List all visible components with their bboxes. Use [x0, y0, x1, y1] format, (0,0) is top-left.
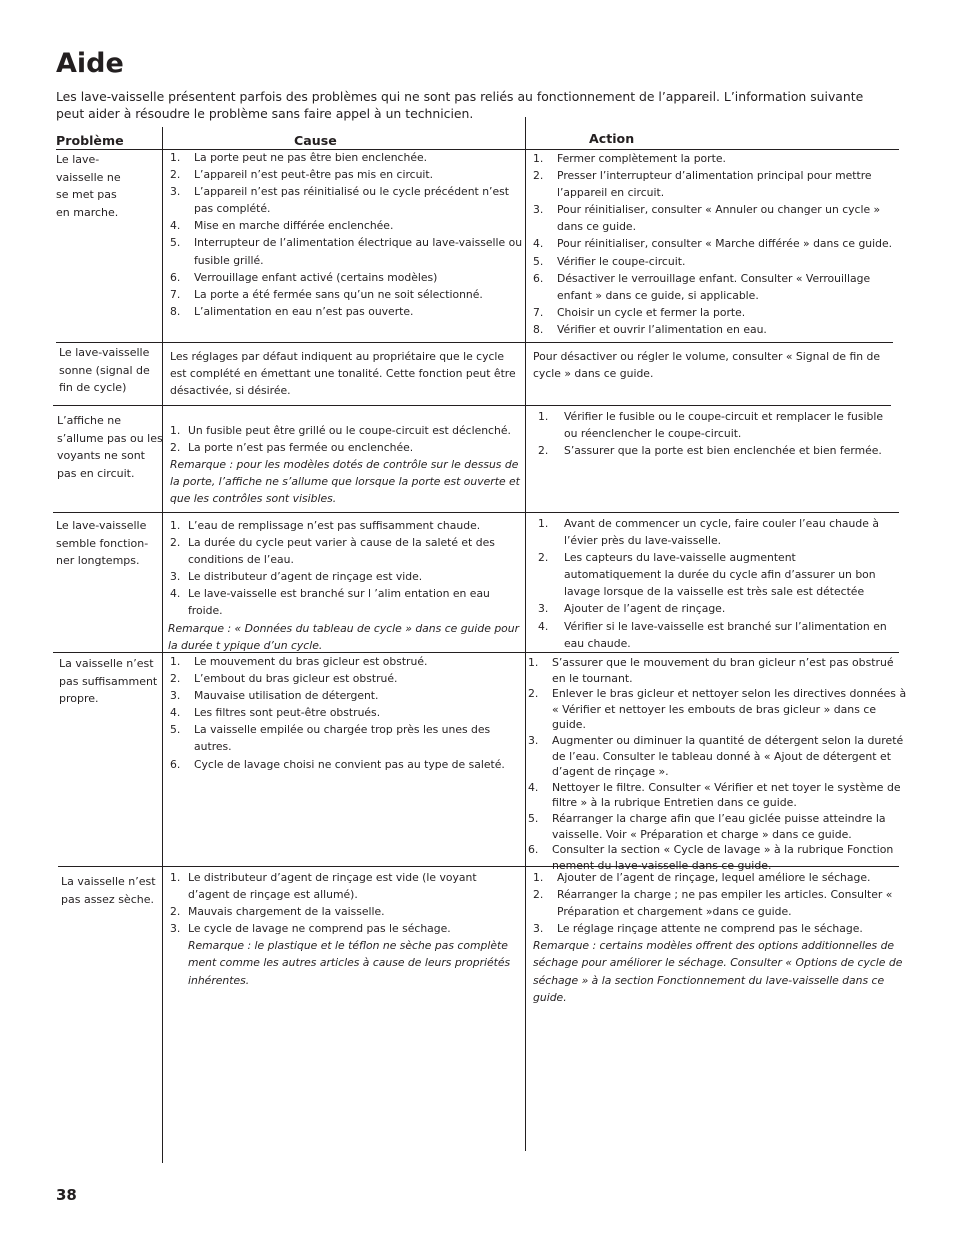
- cause-cell: [166, 517, 524, 654]
- item-text: Presser l’interrupteur d’alimentation principal pour mettre l’appareil en circuit.: [557, 169, 872, 200]
- item-number: 1.: [533, 152, 544, 165]
- item-text: Le réglage rinçage attente ne comprend pas le séchage.: [557, 922, 863, 936]
- cause-list: [166, 149, 526, 320]
- item-text: La porte a été fermée sans qu’un ne soit sélectionné.: [194, 287, 483, 301]
- item-text: Mauvaise utilisation de détergent.: [194, 689, 379, 703]
- list-item: [166, 903, 516, 920]
- item-text: Mauvais chargement de la vaisselle.: [188, 905, 385, 919]
- item-number: 1.: [170, 655, 181, 668]
- list-item: [166, 517, 524, 534]
- item-text: Cycle de lavage choisi ne convient pas au type de saleté.: [194, 757, 505, 771]
- list-item: [166, 756, 522, 773]
- item-number: 1.: [170, 871, 181, 884]
- item-number: 5.: [528, 811, 539, 825]
- item-text: Réarranger la charge ; ne pas empiler les articles. Consulter « Préparation et chargement »dans ce guide.: [557, 888, 893, 919]
- cause-note: Remarque : « Données du tableau de cycle » dans ce guide pour la durée t ypique d’un cycle.: [168, 621, 520, 652]
- item-text: L’embout du bras gicleur est obstrué.: [194, 672, 398, 686]
- item-text: La porte peut ne pas être bien enclenchée.: [194, 151, 428, 164]
- action-cell: [528, 408, 894, 459]
- item-number: 4.: [533, 237, 544, 251]
- column-divider-left: [162, 127, 163, 1163]
- cause-list: [166, 517, 524, 620]
- item-text: Un fusible peut être grillé ou le coupe-circuit est déclenché.: [188, 424, 511, 437]
- list-item: [166, 653, 522, 670]
- action-cell: [529, 150, 901, 338]
- item-text: Nettoyer le filtre. Consulter « Vérifier et net toyer le système de filtre » à la rubrique Entretien dans ce guide.: [552, 780, 901, 810]
- list-item: [166, 670, 522, 687]
- item-text: Choisir un cycle et fermer la porte.: [557, 305, 746, 319]
- action-cell: [524, 655, 908, 873]
- action-cell: [528, 515, 894, 652]
- item-number: 1.: [538, 517, 549, 530]
- item-number: 6.: [170, 270, 181, 284]
- list-item: [529, 321, 901, 338]
- header-action: Action: [589, 131, 635, 146]
- item-text: L’eau de remplissage n’est pas suffisamment chaude.: [188, 519, 481, 532]
- item-number: 3.: [170, 922, 181, 936]
- list-item: [528, 515, 894, 549]
- item-text: Vérifier le coupe-circuit.: [557, 254, 686, 268]
- item-number: 6.: [528, 843, 539, 857]
- item-number: 7.: [533, 305, 544, 319]
- item-text: Les filtres sont peut-être obstrués.: [194, 706, 381, 720]
- list-item: [529, 167, 901, 201]
- item-text: Le lave-vaisselle est branché sur l ’alim entation en eau froide.: [188, 587, 490, 618]
- action-list: [528, 408, 894, 459]
- list-item: [528, 442, 894, 459]
- page-title: Aide: [56, 48, 124, 79]
- item-number: 1.: [533, 871, 544, 884]
- item-number: 2.: [170, 168, 181, 182]
- list-item: [528, 600, 894, 617]
- list-item: [166, 920, 516, 937]
- action-cell: [533, 348, 885, 382]
- cause-list: [166, 869, 516, 937]
- item-number: 8.: [533, 322, 544, 336]
- item-number: 2.: [170, 905, 181, 919]
- action-list: [528, 515, 894, 652]
- list-item: [524, 655, 908, 686]
- row-rule: [56, 342, 162, 343]
- item-text: S’assurer que la porte est bien enclenchée et bien fermée.: [564, 444, 882, 458]
- list-item: [529, 886, 915, 920]
- list-item: [166, 568, 524, 585]
- problem-cell: Le lave- vaisselle ne se met pas en marche.: [56, 153, 121, 219]
- header-problem: Problème: [56, 133, 124, 148]
- list-item: [524, 733, 908, 780]
- item-text: Fermer complètement la porte.: [557, 152, 726, 165]
- item-text: Enlever le bras gicleur et nettoyer selon les directives données à « Vérifier et nettoyer les embouts de bras gicleur » dans ce guide.: [552, 687, 907, 732]
- problem-cell: Le lave-vaisselle semble fonction- ner longtemps.: [56, 519, 149, 567]
- cause-cell: [170, 348, 522, 399]
- item-number: 3.: [170, 689, 181, 703]
- cause-note: Remarque : le plastique et le téflon ne sèche pas complète ment comme les autres articles à cause de leurs propriétés inhérentes.: [188, 939, 511, 987]
- intro-paragraph: Les lave-vaisselle présentent parfois des problèmes qui ne sont pas reliés au fonctionnement de l’appareil. L’information suivante peut aider à résoudre le problème sans faire appel à un technicien.: [56, 89, 864, 121]
- item-number: 2.: [528, 687, 539, 701]
- item-number: 4.: [170, 587, 181, 601]
- list-item: [166, 183, 526, 217]
- list-item: [529, 869, 915, 886]
- list-item: [529, 253, 901, 270]
- item-text: La vaisselle empilée ou chargée trop près les unes des autres.: [194, 723, 491, 754]
- item-number: 2.: [170, 441, 181, 455]
- list-item: [166, 422, 524, 439]
- cause-note: Remarque : pour les modèles dotés de contrôle sur le dessus de la porte, l’affiche ne s’allume que lorsque la porte est ouverte et que les contrôles sont visibles.: [170, 458, 520, 506]
- header-cause: Cause: [294, 133, 337, 148]
- list-item: [166, 687, 522, 704]
- list-item: [166, 869, 516, 903]
- item-text: Le distributeur d’agent de rinçage est vide.: [188, 570, 423, 584]
- row-rule: [53, 405, 891, 406]
- item-number: 1.: [538, 410, 549, 423]
- list-item: [166, 234, 526, 268]
- cause-cell: [166, 422, 524, 507]
- item-text: Mise en marche différée enclenchée.: [194, 219, 394, 233]
- item-text: Le distributeur d’agent de rinçage est vide (le voyant d’agent de rinçage est allumé).: [188, 871, 477, 902]
- item-number: 5.: [533, 254, 544, 268]
- cause-list: [166, 653, 522, 773]
- item-text: Vérifier et ouvrir l’alimentation en eau.: [557, 322, 767, 336]
- list-item: [166, 704, 522, 721]
- item-text: Pour réinitialiser, consulter « Marche différée » dans ce guide.: [557, 237, 893, 251]
- list-item: [166, 439, 524, 456]
- list-item: [528, 549, 894, 600]
- action-text: Pour désactiver ou régler le volume, consulter « Signal de fin de cycle » dans ce guide.: [533, 350, 881, 381]
- problem-cell: L’affiche ne s’allume pas ou les voyants ne sont pas en circuit.: [57, 414, 163, 480]
- item-number: 6.: [533, 271, 544, 285]
- problem-cell: Le lave-vaisselle sonne (signal de fin de cycle): [59, 346, 150, 394]
- page-number: 38: [56, 1186, 77, 1204]
- problem-cell: La vaisselle n’est pas assez sèche.: [61, 875, 156, 906]
- item-number: 2.: [533, 888, 544, 902]
- item-text: Réarranger la charge afin que l’eau giclée puisse atteindre la vaisselle. Voir « Préparation et charge » dans ce guide.: [552, 811, 886, 841]
- action-list: [529, 869, 915, 937]
- cause-text: Les réglages par défaut indiquent au propriétaire que le cycle est complété en émettant une tonalité. Cette fonction peut être désactivée, si désirée.: [170, 350, 516, 398]
- item-text: Augmenter ou diminuer la quantité de détergent selon la dureté de l’eau. Consulter le tableau donné à « Ajout de détergent et d’agent de rinçage ».: [552, 733, 904, 779]
- item-text: Vérifier le fusible ou le coupe-circuit et remplacer le fusible ou réenclencher le coupe-circuit.: [564, 410, 883, 441]
- list-item: [528, 618, 894, 652]
- row-rule: [53, 512, 899, 513]
- item-number: 3.: [170, 185, 181, 199]
- item-text: Interrupteur de l’alimentation électrique au lave-vaisselle ou fusible grillé.: [194, 236, 523, 267]
- list-item: [166, 534, 524, 568]
- item-number: 1.: [528, 656, 539, 669]
- item-number: 1.: [170, 519, 181, 532]
- item-text: Pour réinitialiser, consulter « Annuler ou changer un cycle » dans ce guide.: [557, 203, 881, 234]
- item-number: 2.: [538, 551, 549, 565]
- item-text: L’alimentation en eau n’est pas ouverte.: [194, 304, 414, 318]
- list-item: [166, 286, 526, 303]
- action-cell: [529, 869, 915, 1006]
- list-item: [529, 920, 915, 937]
- item-number: 2.: [533, 169, 544, 183]
- list-item: [166, 585, 524, 619]
- item-number: 2.: [170, 672, 181, 686]
- item-number: 3.: [170, 570, 181, 584]
- item-number: 1.: [170, 424, 181, 437]
- item-number: 3.: [533, 203, 544, 217]
- list-item: [524, 811, 908, 842]
- list-item: [166, 166, 526, 183]
- action-list: [524, 655, 908, 873]
- problem-cell: La vaisselle n’est pas suffisamment propre.: [59, 657, 158, 705]
- item-number: 4.: [538, 619, 549, 633]
- item-text: Vérifier si le lave-vaisselle est branché sur l’alimentation en eau chaude.: [564, 619, 887, 650]
- item-number: 4.: [528, 780, 539, 794]
- list-item: [166, 269, 526, 286]
- list-item: [529, 304, 901, 321]
- row-rule: [162, 342, 893, 343]
- list-item: [166, 721, 522, 755]
- item-text: L’appareil n’est pas réinitialisé ou le cycle précédent n’est pas complété.: [194, 185, 509, 216]
- item-text: Ajouter de l’agent de rinçage.: [564, 602, 726, 616]
- list-item: [529, 270, 901, 304]
- item-number: 3.: [528, 733, 539, 747]
- item-text: Consulter la section « Cycle de lavage » à la rubrique Fonction nement du lave-vaisselle dans ce guide.: [552, 843, 894, 872]
- item-text: S’assurer que le mouvement du bran gicleur n’est pas obstrué en le tournant.: [552, 656, 894, 685]
- item-text: La porte n’est pas fermée ou enclenchée.: [188, 441, 414, 455]
- item-number: 2.: [170, 536, 181, 550]
- action-list: [529, 150, 901, 338]
- item-text: Verrouillage enfant activé (certains modèles): [194, 270, 438, 284]
- list-item: [524, 780, 908, 811]
- item-number: 3.: [538, 602, 549, 616]
- item-number: 6.: [170, 757, 181, 771]
- item-number: 5.: [170, 236, 181, 250]
- cause-cell: [166, 869, 516, 989]
- item-number: 1.: [170, 151, 181, 164]
- item-number: 4.: [170, 219, 181, 233]
- item-number: 2.: [538, 444, 549, 458]
- item-number: 5.: [170, 723, 181, 737]
- item-text: Désactiver le verrouillage enfant. Consulter « Verrouillage enfant » dans ce guide, si applicable.: [557, 271, 871, 302]
- item-text: Ajouter de l’agent de rinçage, lequel améliore le séchage.: [557, 871, 871, 884]
- cause-cell: [166, 653, 522, 773]
- item-text: L’appareil n’est peut-être pas mis en circuit.: [194, 168, 434, 182]
- list-item: [524, 686, 908, 733]
- item-number: 7.: [170, 287, 181, 301]
- list-item: [166, 149, 526, 166]
- item-text: Le cycle de lavage ne comprend pas le séchage.: [188, 922, 451, 936]
- item-text: Les capteurs du lave-vaisselle augmentent automatiquement la durée du cycle afin d’assurer un bon lavage lorsque de la vaisselle est très sale est détectée: [564, 551, 876, 599]
- item-text: Le mouvement du bras gicleur est obstrué.: [194, 655, 428, 668]
- item-number: 8.: [170, 304, 181, 318]
- action-note: Remarque : certains modèles offrent des options additionnelles de séchage pour améliorer le séchage. Consulter « Options de cycle de séchage » à la section Fonctionnement du lave-vaisselle dans ce guide.: [533, 939, 903, 1004]
- list-item: [529, 235, 901, 252]
- item-number: 4.: [170, 706, 181, 720]
- list-item: [529, 201, 901, 235]
- list-item: [166, 217, 526, 234]
- item-text: La durée du cycle peut varier à cause de la saleté et des conditions de l’eau.: [188, 536, 495, 567]
- list-item: [166, 303, 526, 320]
- cause-list: [166, 422, 524, 456]
- list-item: [529, 150, 901, 167]
- item-text: Avant de commencer un cycle, faire couler l’eau chaude à l’évier près du lave-vaisselle.: [564, 517, 879, 548]
- list-item: [528, 408, 894, 442]
- item-number: 3.: [533, 922, 544, 936]
- cause-cell: [166, 149, 526, 320]
